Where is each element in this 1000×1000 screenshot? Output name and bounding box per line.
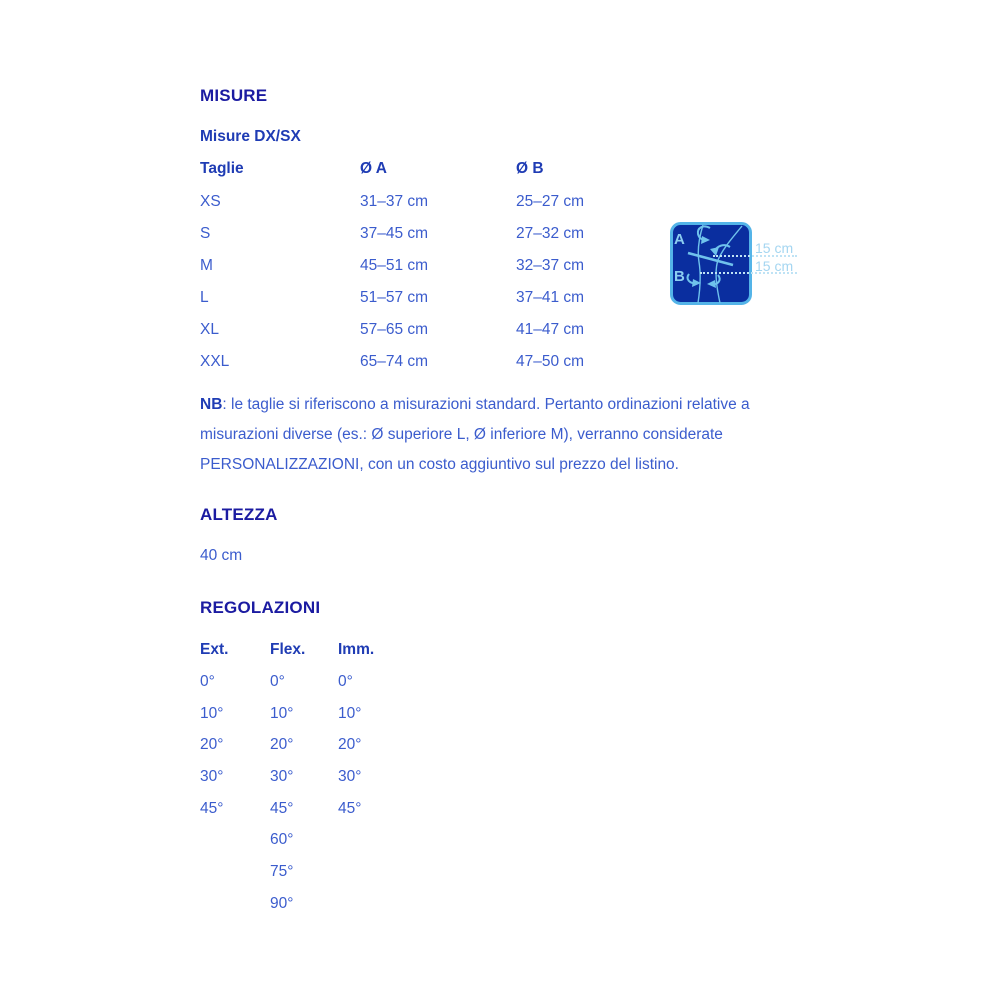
measure-label-top: 15 cm [755,240,794,256]
size-cell: 47–50 cm [516,353,585,370]
regolazioni-heading: REGOLAZIONI [200,598,321,617]
angle-cell: 0° [200,672,215,690]
size-cell: L [200,289,209,306]
size-cell: M [200,257,213,274]
angle-cell: 90° [270,894,294,912]
size-table-row [200,186,630,218]
angle-cell: 45° [338,799,362,817]
size-table-row [200,218,630,250]
note-text: : le taglie si riferiscono a misurazioni standard. Pertanto ordinazioni relative a misurazioni diverse (es.: Ø superiore L, Ø inferiore M), verranno considerate PERSONALIZZAZIONI, con un costo aggiuntivo sul prezzo del listino. [200,396,750,473]
size-col-header-diam-b: Ø B [516,159,544,177]
size-cell: 25–27 cm [516,193,585,210]
adj-col-header-flex: Flex. [270,641,306,658]
angle-cell: 10° [338,704,362,722]
size-table-row [200,250,630,282]
size-cell: XXL [200,353,230,370]
adj-col-header-imm: Imm. [338,641,375,658]
size-cell: 27–32 cm [516,225,585,242]
diagram-label-a: A [674,231,685,248]
size-col-header-taglie: Taglie [200,159,244,177]
size-table [200,151,630,378]
size-table-header-row [200,151,630,186]
adj-col-header-ext: Ext. [200,641,229,658]
angle-cell: 45° [200,799,224,817]
size-cell: 31–37 cm [360,193,429,210]
size-cell: 51–57 cm [360,289,429,306]
angle-cell: 0° [338,672,353,690]
angle-cell: 10° [270,704,294,722]
misure-subtitle: Misure DX/SX [200,128,301,145]
knee-measurement-diagram [670,222,752,305]
size-cell: 45–51 cm [360,257,429,274]
angle-cell: 30° [338,767,362,785]
size-cell: XS [200,193,221,210]
angle-cell: 20° [270,736,294,754]
adjustments-column-flex [270,634,338,920]
angle-cell: 20° [200,736,224,754]
angle-cell: 10° [200,704,224,722]
note-label: NB [200,396,223,413]
size-cell: 41–47 cm [516,321,585,338]
size-cell: 65–74 cm [360,353,429,370]
altezza-value: 40 cm [200,547,243,564]
angle-cell: 45° [270,799,294,817]
size-table-row [200,282,630,314]
adjustments-column-ext [200,634,270,920]
adjustments-table [200,634,400,920]
angle-cell: 30° [270,767,294,785]
size-cell: 57–65 cm [360,321,429,338]
size-cell: XL [200,321,219,338]
size-cell: 32–37 cm [516,257,585,274]
adjustments-column-imm [338,634,400,920]
size-cell: 37–45 cm [360,225,429,242]
size-cell: 37–41 cm [516,289,585,306]
angle-cell: 30° [200,767,224,785]
angle-cell: 60° [270,831,294,849]
size-table-row [200,346,630,378]
size-table-row [200,314,630,346]
size-cell: S [200,225,211,242]
measure-label-bottom: 15 cm [755,258,794,274]
sizing-note [200,390,800,480]
diagram-label-b: B [674,268,685,285]
angle-cell: 75° [270,862,294,880]
angle-cell: 0° [270,672,285,690]
knee-brace-illustration [670,222,752,305]
angle-cell: 20° [338,736,362,754]
size-col-header-diam-a: Ø A [360,159,387,177]
altezza-heading: ALTEZZA [200,505,278,524]
misure-heading: MISURE [200,86,268,105]
